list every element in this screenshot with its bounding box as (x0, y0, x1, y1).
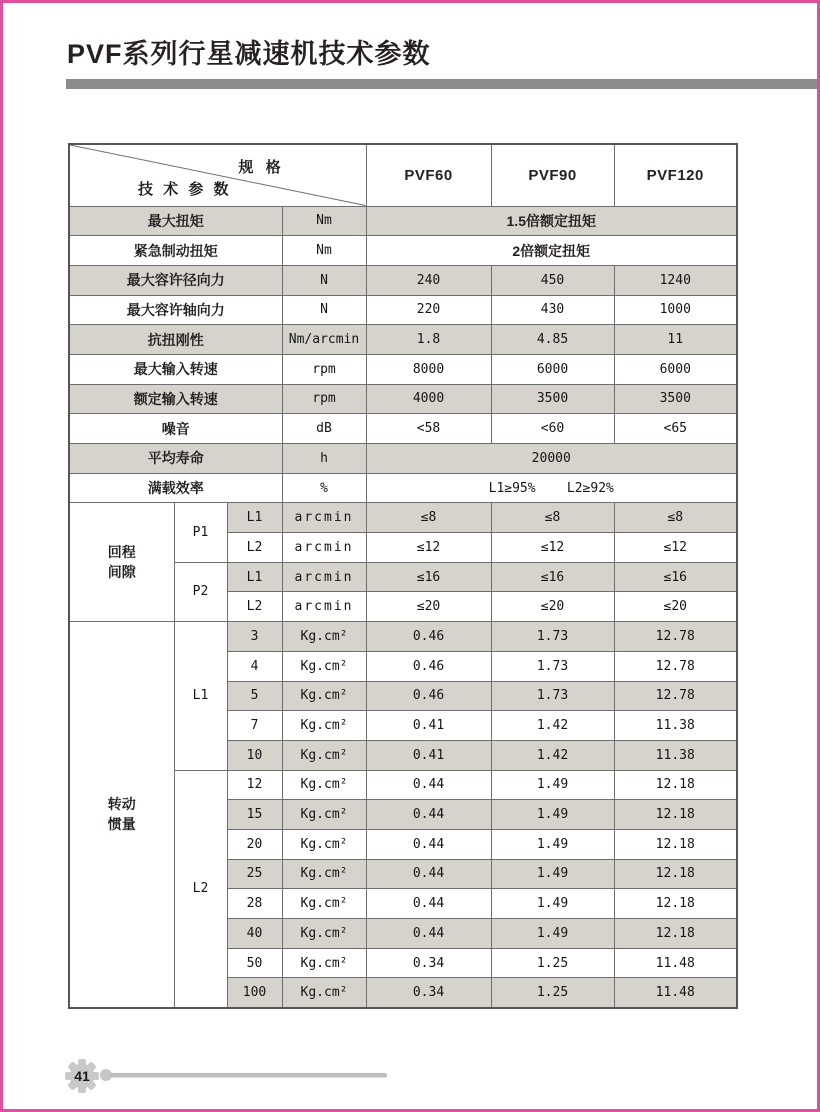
backlash-unit: arcmin (282, 533, 366, 563)
inertia-unit: Kg.cm² (282, 740, 366, 770)
backlash-value: ≤8 (491, 503, 614, 533)
inertia-value: 1.42 (491, 711, 614, 741)
column-header-pvf60: PVF60 (366, 144, 491, 206)
backlash-value: ≤20 (614, 592, 737, 622)
table-row (69, 265, 737, 295)
spec-value: <65 (614, 414, 737, 444)
inertia-value: 11.48 (614, 948, 737, 978)
spec-unit: N (282, 265, 366, 295)
inertia-value: 0.44 (366, 800, 491, 830)
spec-value: <58 (366, 414, 491, 444)
backlash-value: ≤12 (366, 533, 491, 563)
backlash-stage: L1 (227, 562, 282, 592)
spec-value: 3500 (491, 384, 614, 414)
spec-value: 6000 (614, 354, 737, 384)
spec-label: 最大容许轴向力 (69, 295, 282, 325)
inertia-value: 0.44 (366, 770, 491, 800)
spec-span-value: 20000 (366, 444, 737, 474)
spec-unit: h (282, 444, 366, 474)
diagonal-corner-cell (69, 144, 366, 206)
inertia-value: 12.18 (614, 829, 737, 859)
inertia-value: 12.18 (614, 770, 737, 800)
spec-value: 1000 (614, 295, 737, 325)
inertia-value: 12.18 (614, 800, 737, 830)
inertia-value: 0.44 (366, 829, 491, 859)
backlash-value: ≤20 (491, 592, 614, 622)
inertia-value: 1.49 (491, 919, 614, 949)
inertia-unit: Kg.cm² (282, 800, 366, 830)
inertia-value: 11.38 (614, 740, 737, 770)
inertia-value: 1.49 (491, 859, 614, 889)
inertia-value: 0.34 (366, 978, 491, 1008)
inertia-unit: Kg.cm² (282, 859, 366, 889)
inertia-ratio: 4 (227, 651, 282, 681)
inertia-unit: Kg.cm² (282, 770, 366, 800)
inertia-unit: Kg.cm² (282, 978, 366, 1008)
inertia-value: 0.34 (366, 948, 491, 978)
table-row (69, 295, 737, 325)
page-title: PVF系列行星减速机技术参数 (67, 39, 431, 69)
inertia-value: 0.41 (366, 711, 491, 741)
spec-value: 430 (491, 295, 614, 325)
inertia-unit: Kg.cm² (282, 948, 366, 978)
inertia-unit: Kg.cm² (282, 919, 366, 949)
spec-value: <60 (491, 414, 614, 444)
backlash-class-p2: P2 (174, 562, 227, 621)
backlash-unit: arcmin (282, 503, 366, 533)
spec-value: 8000 (366, 354, 491, 384)
spec-value: 11 (614, 325, 737, 355)
spec-span-value: 1.5倍额定扭矩 (366, 206, 737, 236)
table-header-row (69, 144, 737, 206)
inertia-value: 12.18 (614, 889, 737, 919)
inertia-value: 11.38 (614, 711, 737, 741)
corner-label-params: 技 术 参 数 (137, 180, 232, 198)
backlash-value: ≤8 (366, 503, 491, 533)
table-row (69, 414, 737, 444)
inertia-unit: Kg.cm² (282, 711, 366, 741)
spec-value: 1240 (614, 265, 737, 295)
column-header-pvf120: PVF120 (614, 144, 737, 206)
spec-label: 额定输入转速 (69, 384, 282, 414)
inertia-value: 0.44 (366, 889, 491, 919)
spec-unit: Nm/arcmin (282, 325, 366, 355)
spec-table-container (68, 143, 738, 1009)
table-row (69, 503, 737, 533)
spec-unit: rpm (282, 384, 366, 414)
spec-unit: N (282, 295, 366, 325)
inertia-unit: Kg.cm² (282, 829, 366, 859)
spec-label: 满载效率 (69, 473, 282, 503)
spec-unit: Nm (282, 206, 366, 236)
page-number-gear-icon (65, 1058, 395, 1094)
inertia-value: 0.44 (366, 919, 491, 949)
spec-label: 最大扭矩 (69, 206, 282, 236)
inertia-ratio: 3 (227, 622, 282, 652)
backlash-value: ≤12 (491, 533, 614, 563)
inertia-value: 1.49 (491, 800, 614, 830)
inertia-value: 12.78 (614, 651, 737, 681)
spec-value: 4000 (366, 384, 491, 414)
inertia-ratio: 40 (227, 919, 282, 949)
spec-label: 平均寿命 (69, 444, 282, 474)
inertia-ratio: 10 (227, 740, 282, 770)
spec-unit: Nm (282, 236, 366, 266)
backlash-value: ≤20 (366, 592, 491, 622)
inertia-group-label: 转动 惯量 (69, 622, 174, 1008)
table-row (69, 206, 737, 236)
inertia-value: 1.73 (491, 651, 614, 681)
spec-value: 240 (366, 265, 491, 295)
table-row (69, 384, 737, 414)
inertia-ratio: 12 (227, 770, 282, 800)
inertia-value: 0.41 (366, 740, 491, 770)
spec-value: 6000 (491, 354, 614, 384)
spec-unit: % (282, 473, 366, 503)
table-row (69, 325, 737, 355)
backlash-class-p1: P1 (174, 503, 227, 562)
spec-unit: rpm (282, 354, 366, 384)
inertia-value: 1.25 (491, 978, 614, 1008)
inertia-ratio: 5 (227, 681, 282, 711)
inertia-stage-l1: L1 (174, 622, 227, 770)
spec-table (68, 143, 738, 1009)
inertia-ratio: 100 (227, 978, 282, 1008)
backlash-value: ≤8 (614, 503, 737, 533)
inertia-value: 11.48 (614, 978, 737, 1008)
inertia-value: 0.46 (366, 651, 491, 681)
backlash-value: ≤16 (491, 562, 614, 592)
spec-value: 1.8 (366, 325, 491, 355)
inertia-value: 12.78 (614, 681, 737, 711)
inertia-value: 12.78 (614, 622, 737, 652)
inertia-value: 12.18 (614, 859, 737, 889)
table-row (69, 236, 737, 266)
backlash-value: ≤16 (614, 562, 737, 592)
inertia-unit: Kg.cm² (282, 889, 366, 919)
backlash-value: ≤12 (614, 533, 737, 563)
title-underline-bar (66, 79, 817, 89)
column-header-pvf90: PVF90 (491, 144, 614, 206)
table-row (69, 473, 737, 503)
inertia-value: 1.73 (491, 681, 614, 711)
spec-unit: dB (282, 414, 366, 444)
backlash-value: ≤16 (366, 562, 491, 592)
backlash-stage: L1 (227, 503, 282, 533)
inertia-value: 1.49 (491, 889, 614, 919)
backlash-stage: L2 (227, 533, 282, 563)
spec-label: 最大输入转速 (69, 354, 282, 384)
inertia-ratio: 15 (227, 800, 282, 830)
inertia-ratio: 28 (227, 889, 282, 919)
backlash-unit: arcmin (282, 562, 366, 592)
spec-value: 450 (491, 265, 614, 295)
spec-label: 抗扭刚性 (69, 325, 282, 355)
backlash-unit: arcmin (282, 592, 366, 622)
spec-value: 4.85 (491, 325, 614, 355)
inertia-value: 12.18 (614, 919, 737, 949)
footer (65, 1058, 395, 1094)
page-number: 41 (74, 1068, 90, 1084)
spec-span-value: L1≥95% L2≥92% (366, 473, 737, 503)
spec-value: 3500 (614, 384, 737, 414)
inertia-value: 1.42 (491, 740, 614, 770)
inertia-ratio: 7 (227, 711, 282, 741)
spec-label: 最大容许径向力 (69, 265, 282, 295)
table-row (69, 444, 737, 474)
inertia-value: 0.46 (366, 622, 491, 652)
table-row (69, 622, 737, 652)
backlash-group-label: 回程 间隙 (69, 503, 174, 622)
spec-label: 紧急制动扭矩 (69, 236, 282, 266)
inertia-unit: Kg.cm² (282, 681, 366, 711)
inertia-ratio: 20 (227, 829, 282, 859)
spec-span-value: 2倍额定扭矩 (366, 236, 737, 266)
inertia-unit: Kg.cm² (282, 622, 366, 652)
table-row (69, 354, 737, 384)
inertia-value: 1.73 (491, 622, 614, 652)
inertia-value: 0.46 (366, 681, 491, 711)
spec-value: 220 (366, 295, 491, 325)
inertia-value: 1.49 (491, 770, 614, 800)
inertia-stage-l2: L2 (174, 770, 227, 1008)
inertia-value: 0.44 (366, 859, 491, 889)
inertia-ratio: 50 (227, 948, 282, 978)
inertia-value: 1.49 (491, 829, 614, 859)
backlash-stage: L2 (227, 592, 282, 622)
inertia-value: 1.25 (491, 948, 614, 978)
corner-label-spec: 规 格 (238, 159, 285, 176)
inertia-unit: Kg.cm² (282, 651, 366, 681)
inertia-ratio: 25 (227, 859, 282, 889)
spec-label: 噪音 (69, 414, 282, 444)
